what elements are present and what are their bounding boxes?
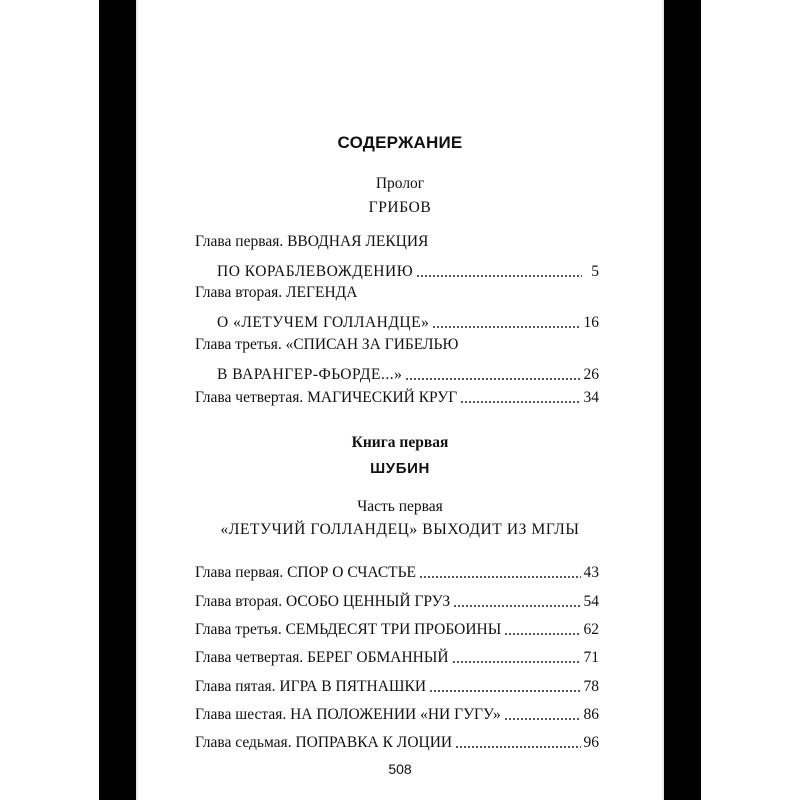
page-ref: 96 (583, 734, 599, 751)
book-name: ШУБИН (370, 460, 430, 477)
chapter-title: Глава первая. ВВОДНАЯ ЛЕКЦИЯ (195, 233, 429, 250)
toc-entry[interactable] (195, 592, 599, 612)
toc-entry[interactable] (195, 563, 599, 583)
toc-entry[interactable] (195, 648, 599, 668)
contents-title: СОДЕРЖАНИЕ (337, 133, 463, 152)
chapter-title: Глава третья. СЕМЬДЕСЯТ ТРИ ПРОБОИНЫ (195, 621, 502, 638)
dot-leader (432, 326, 580, 328)
toc-entry[interactable] (195, 705, 599, 725)
chapter-title-continued: О «ЛЕТУЧЕМ ГОЛЛАНДЦЕ» (217, 314, 430, 331)
prologue-label: Пролог (375, 175, 425, 192)
toc-entry[interactable] (195, 733, 599, 753)
dot-leader (504, 718, 581, 720)
page-ref: 16 (583, 314, 599, 331)
page-ref: 54 (583, 593, 599, 610)
page-number: 508 (388, 761, 412, 777)
toc-entry[interactable] (195, 620, 599, 640)
toc-entry[interactable] (195, 335, 599, 385)
dot-leader (453, 605, 580, 607)
dot-leader (452, 661, 581, 663)
page-ref: 5 (591, 263, 599, 280)
chapter-title: Глава первая. СПОР О СЧАСТЬЕ (195, 564, 416, 581)
dot-leader (460, 401, 580, 403)
page-ref: 86 (583, 706, 599, 723)
page-ref: 62 (583, 621, 599, 638)
chapter-title-continued: ПО КОРАБЛЕВОЖДЕНИЮ (217, 263, 414, 280)
right-border-band (664, 0, 701, 800)
chapter-title-continued: В ВАРАНГЕР-ФЬОРДЕ...» (217, 366, 403, 383)
toc-entry[interactable] (195, 232, 599, 282)
page-ref: 78 (583, 678, 599, 695)
dot-leader (419, 576, 581, 578)
chapter-title: Глава третья. «СПИСАН ЗА ГИБЕЛЬЮ (195, 336, 459, 353)
page-ref: 26 (583, 366, 599, 383)
chapter-title: Глава пятая. ИГРА В ПЯТНАШКИ (195, 678, 427, 695)
chapter-title: Глава четвертая. БЕРЕГ ОБМАННЫЙ (195, 649, 449, 666)
prologue-name: ГРИБОВ (368, 199, 432, 216)
part-label: Часть первая (357, 498, 443, 515)
left-border-band (99, 0, 136, 800)
dot-leader (405, 378, 580, 380)
toc-entry[interactable] (195, 677, 599, 697)
page-ref: 43 (583, 564, 599, 581)
dot-leader (504, 633, 580, 635)
chapter-title: Глава шестая. НА ПОЛОЖЕНИИ «НИ ГУГУ» (195, 706, 501, 723)
page-ref: 71 (583, 649, 599, 666)
dot-leader (455, 746, 580, 748)
chapter-title: Глава вторая. ОСОБО ЦЕННЫЙ ГРУЗ (195, 593, 451, 610)
right-page-shadow (662, 0, 664, 800)
page-ref: 34 (583, 389, 599, 406)
dot-leader (416, 275, 582, 277)
book-page (138, 0, 662, 800)
book-label: Книга первая (351, 434, 449, 451)
chapter-title: Глава седьмая. ПОПРАВКА К ЛОЦИИ (195, 734, 453, 751)
dot-leader (429, 690, 580, 692)
toc-entry[interactable] (195, 283, 599, 333)
part-name: «ЛЕТУЧИЙ ГОЛЛАНДЕЦ» ВЫХОДИТ ИЗ МГЛЫ (220, 521, 580, 538)
chapter-title: Глава четвертая. МАГИЧЕСКИЙ КРУГ (195, 389, 458, 406)
chapter-title: Глава вторая. ЛЕГЕНДА (195, 284, 358, 301)
toc-entry[interactable] (195, 388, 599, 408)
